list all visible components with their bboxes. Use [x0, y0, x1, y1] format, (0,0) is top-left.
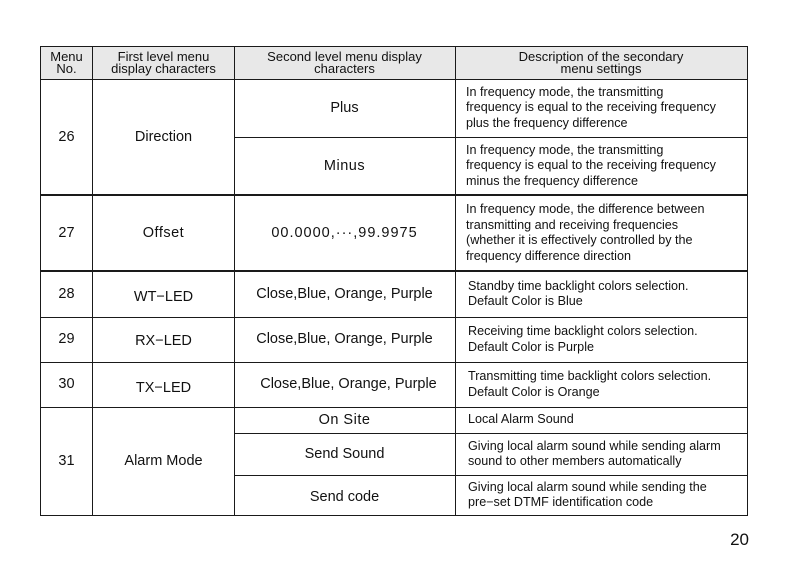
menu-name-offset: Offset: [142, 224, 185, 241]
header-text: Description of the secondary: [518, 49, 684, 64]
table-border-bottom: [40, 515, 748, 516]
table-line: [234, 475, 748, 476]
table-line: [40, 407, 748, 408]
table-line: [234, 433, 748, 434]
option-plus: Plus: [330, 99, 359, 116]
description-on-site: Local Alarm Sound: [468, 412, 574, 427]
header-second-level: [234, 47, 455, 79]
option-wt-led-colors: Close,Blue, Orange, Purple: [256, 285, 433, 302]
menu-number-28: 28: [58, 285, 75, 302]
description-plus: In frequency mode, the transmitting frequency is equal to the receiving frequency plus the frequency difference: [466, 84, 716, 130]
menu-number-29: 29: [58, 331, 75, 347]
description-minus: In frequency mode, the transmitting frequency is equal to the receiving frequency minus the frequency difference: [466, 142, 716, 188]
description-tx-led: Transmitting time backlight colors selection. Default Color is Orange: [468, 369, 712, 399]
table-line: [92, 46, 93, 516]
description-send-sound: Giving local alarm sound while sending alarm sound to other members automatically: [468, 438, 721, 468]
menu-number-26: 26: [58, 128, 75, 145]
option-send-code: Send code: [309, 488, 380, 505]
table-line: [40, 270, 748, 272]
menu-name-wt-led: WT−LED: [133, 288, 194, 305]
menu-name-tx-led: TX−LED: [135, 380, 192, 396]
page-number: 20: [730, 530, 749, 549]
table-line: [234, 137, 748, 138]
header-text: Second level menu display: [267, 49, 422, 64]
header-text: No.: [56, 61, 77, 76]
header-text: Menu: [50, 49, 83, 64]
menu-name-rx-led: RX−LED: [135, 333, 192, 349]
description-offset: In frequency mode, the difference between transmitting and receiving frequencies (whether it is effectively controlled by the frequency difference direction: [466, 202, 705, 263]
header-text: menu settings: [560, 61, 642, 76]
table-line: [40, 194, 748, 196]
table-border-top: [40, 46, 748, 47]
description-rx-led: Receiving time backlight colors selection. Default Color is Purple: [468, 324, 698, 354]
menu-number-27: 27: [58, 224, 75, 241]
menu-name-direction: Direction: [134, 128, 193, 145]
menu-name-alarm-mode: Alarm Mode: [124, 452, 203, 469]
header-text: First level menu: [117, 49, 210, 64]
header-first-level: [93, 47, 234, 79]
description-wt-led: Standby time backlight colors selection. Default Color is Blue: [468, 278, 689, 308]
table-border-left: [40, 46, 41, 516]
header-text: characters: [314, 61, 375, 76]
description-send-code: Giving local alarm sound while sending the pre−set DTMF identification code: [468, 479, 707, 509]
option-tx-led-colors: Close,Blue, Orange, Purple: [260, 376, 437, 392]
option-offset-range: 00.0000,···,99.9975: [271, 224, 418, 241]
header-description: [455, 47, 747, 79]
option-rx-led-colors: Close,Blue, Orange, Purple: [256, 331, 433, 347]
option-send-sound: Send Sound: [304, 445, 385, 462]
table-line: [234, 46, 235, 516]
table-line: [455, 46, 456, 516]
menu-number-31: 31: [58, 452, 75, 469]
table-line: [40, 79, 748, 80]
table-border-right: [747, 46, 748, 516]
menu-number-30: 30: [58, 376, 75, 392]
table-line: [40, 362, 748, 363]
table-line: [40, 317, 748, 318]
option-on-site: On Site: [318, 411, 371, 428]
option-minus: Minus: [323, 157, 366, 174]
header-text: display characters: [111, 61, 216, 76]
header-menu-no: [40, 47, 93, 79]
